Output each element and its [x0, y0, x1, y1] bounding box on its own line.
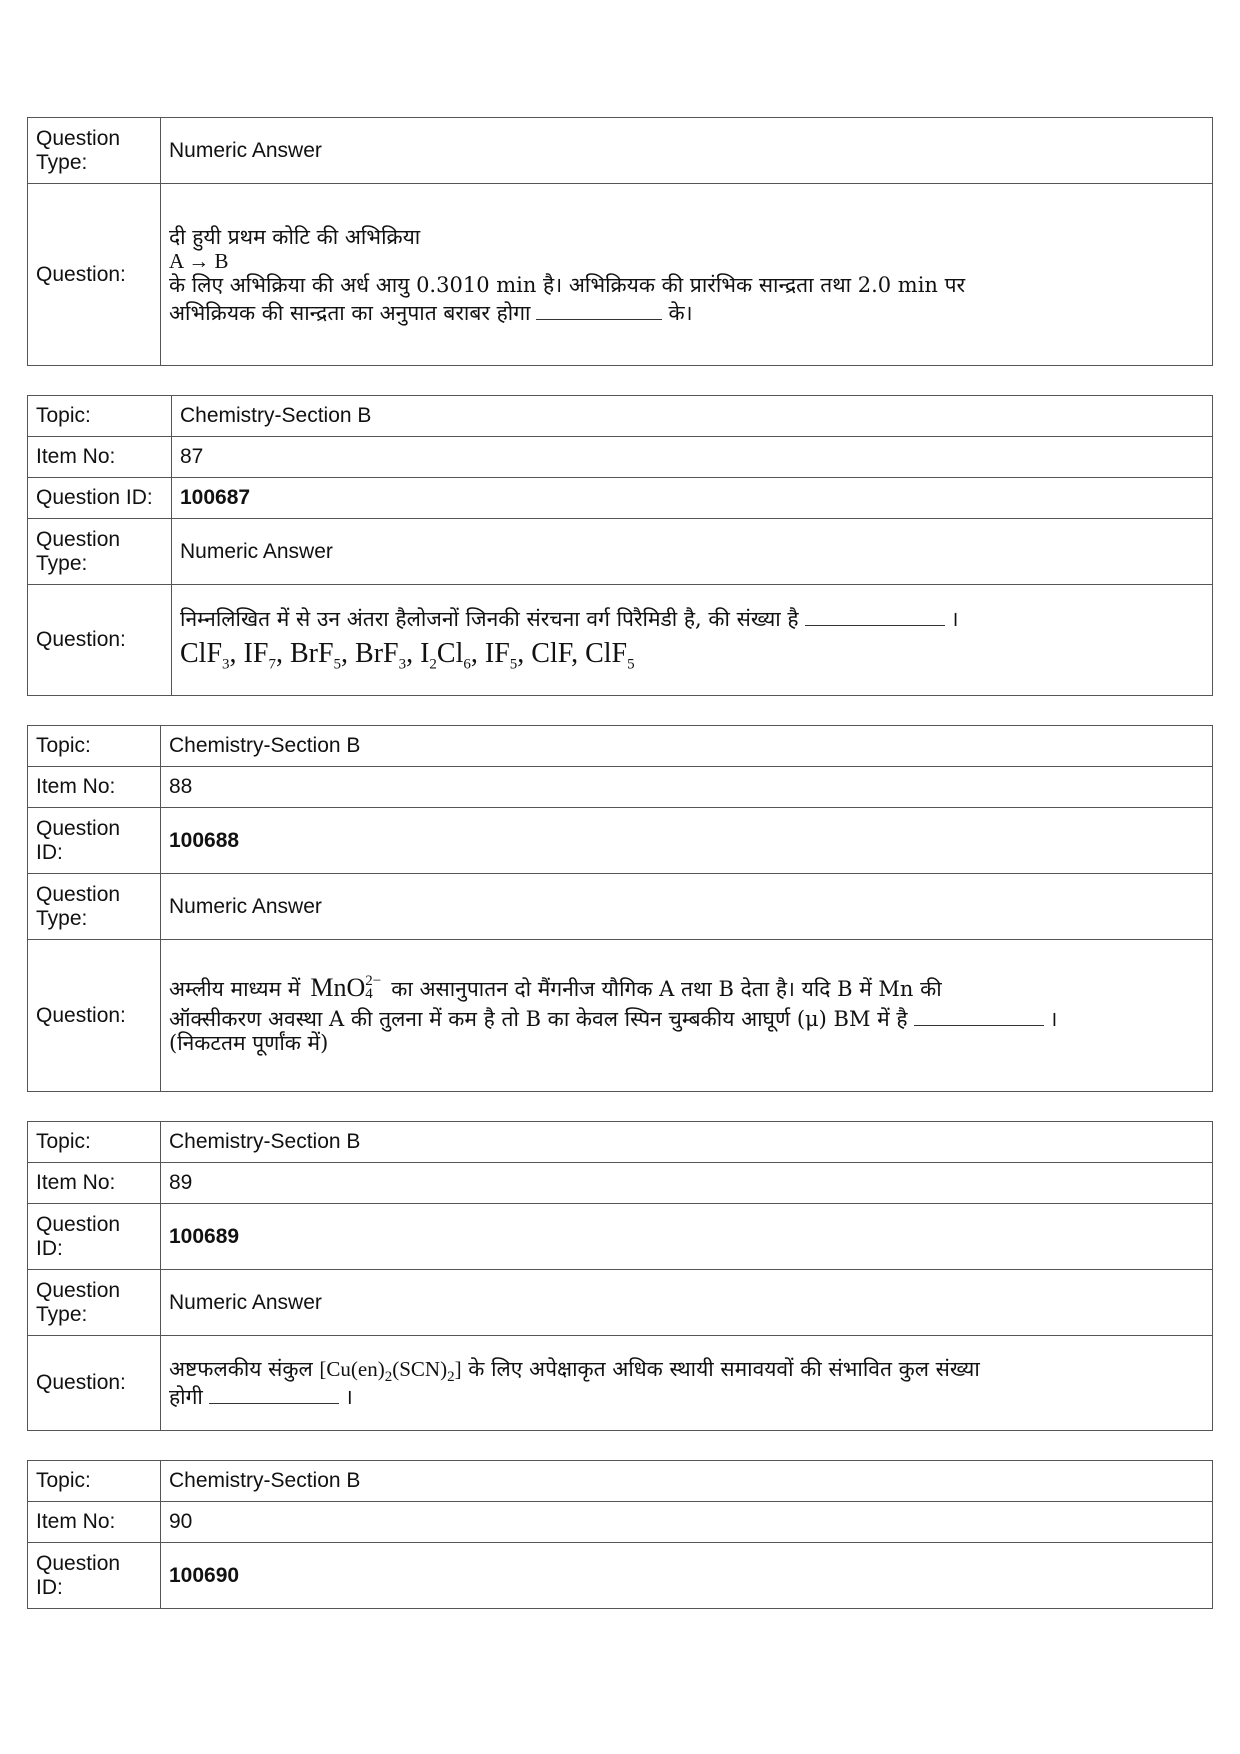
question-90-table	[27, 1460, 1213, 1609]
question-text	[172, 585, 1213, 696]
topic-value: Chemistry-Section B	[172, 396, 1213, 437]
question-id-label: Question ID:	[28, 808, 161, 874]
topic-value: Chemistry-Section B	[161, 1122, 1213, 1163]
compound: ClF$_5$	[585, 638, 635, 673]
question-line-text: निम्नलिखित में से उन अंतरा हैलोजनों जिनकी संरचना वर्ग पिरैमिडी है, की संख्या है	[180, 607, 799, 631]
item-no-value: 88	[161, 767, 1213, 808]
compound: BrF$_5$	[289, 638, 342, 673]
question-id-label: Question ID:	[28, 478, 172, 519]
question-type-label: Question Type:	[28, 118, 161, 184]
compound: $IF_5$	[484, 638, 518, 673]
item-no-label: Item No:	[28, 1163, 161, 1204]
item-no-value: 87	[172, 437, 1213, 478]
question-type-value: Numeric Answer	[161, 118, 1213, 184]
question-89-table	[27, 1121, 1213, 1431]
question-line	[169, 972, 1204, 1003]
question-line: के लिए अभिक्रिया की अर्ध आयु 0.3010 min है। अभिक्रियक की प्रारंभिक सान्द्रता तथा 2.0 min पर	[169, 272, 966, 297]
question-line	[180, 603, 1204, 631]
question-line-text: का असानुपातन दो मैंगनीज यौगिक A तथा B देता है। यदि B में Mn की	[391, 976, 942, 1001]
question-line	[169, 1381, 1204, 1409]
item-no-label: Item No:	[28, 1502, 161, 1543]
topic-label: Topic:	[28, 726, 161, 767]
question-line-text: होगी	[169, 1385, 203, 1409]
question-id-label: Question ID:	[28, 1543, 161, 1609]
question-line-end: ।	[344, 1385, 353, 1409]
question-label: Question:	[28, 585, 172, 696]
answer-blank	[536, 297, 662, 320]
question-text	[161, 184, 1213, 366]
question-line	[169, 297, 1204, 325]
question-id-label: Question ID:	[28, 1204, 161, 1270]
item-no-value: 89	[161, 1163, 1213, 1204]
copper-complex-formula: $[Cu(en)_2(SCN)_2]$	[319, 1357, 462, 1386]
answer-blank	[805, 603, 945, 626]
question-id-value: 100687	[172, 478, 1213, 519]
question-text	[161, 1336, 1213, 1431]
reaction-equation: A → B	[169, 248, 229, 273]
question-87-table	[27, 395, 1213, 696]
compound: ClF$_3$	[180, 638, 230, 673]
compound-list: ClF$_3$, $IF_7$, BrF$_5$, BrF$_3$, $I_2Cl_6$, $IF_5$, ClF, ClF$_5$	[180, 638, 635, 673]
question-line-end: ।	[950, 607, 959, 631]
item-no-label: Item No:	[28, 767, 161, 808]
question-id-value: 100688	[161, 808, 1213, 874]
question-88-table	[27, 725, 1213, 1092]
compound: $I_2Cl_6$	[420, 638, 471, 673]
question-86-table	[27, 117, 1213, 366]
topic-label: Topic:	[28, 1461, 161, 1502]
compound: $IF_7$	[243, 638, 276, 673]
question-line	[169, 1003, 1204, 1031]
question-line: (निकटतम पूर्णांक में)	[169, 1031, 329, 1056]
question-type-value: Numeric Answer	[161, 1270, 1213, 1336]
item-no-label: Item No:	[28, 437, 172, 478]
question-text	[161, 940, 1213, 1092]
permanganate-ion: MnO 2− 4	[310, 972, 382, 1003]
question-type-value: Numeric Answer	[161, 874, 1213, 940]
question-label: Question:	[28, 940, 161, 1092]
question-line-text: ऑक्सीकरण अवस्था A की तुलना में कम है तो B का केवल स्पिन चुम्बकीय आघूर्ण (μ) BM में है	[169, 1007, 908, 1032]
question-type-label: Question Type:	[28, 1270, 161, 1336]
topic-label: Topic:	[28, 396, 172, 437]
topic-label: Topic:	[28, 1122, 161, 1163]
question-type-label: Question Type:	[28, 519, 172, 585]
question-line-text: अभिक्रियक की सान्द्रता का अनुपात बराबर होगा	[169, 300, 531, 325]
question-id-value: 100690	[161, 1543, 1213, 1609]
topic-value: Chemistry-Section B	[161, 1461, 1213, 1502]
question-line-text: के लिए अपेक्षाकृत अधिक स्थायी समावयवों की संभावित कुल संख्या	[468, 1357, 980, 1381]
question-label: Question:	[28, 184, 161, 366]
item-no-value: 90	[161, 1502, 1213, 1543]
question-id-value: 100689	[161, 1204, 1213, 1270]
compound: BrF$_3$	[355, 638, 407, 673]
question-label: Question:	[28, 1336, 161, 1431]
question-line	[169, 1357, 1204, 1386]
question-line-text: अष्टफलकीय संकुल	[169, 1357, 313, 1381]
question-line-end: के।	[668, 300, 693, 325]
compound: ClF	[531, 638, 572, 669]
question-type-value: Numeric Answer	[172, 519, 1213, 585]
question-type-label: Question Type:	[28, 874, 161, 940]
question-line: दी हुयी प्रथम कोटि की अभिक्रिया	[169, 224, 421, 249]
answer-blank	[914, 1003, 1044, 1026]
answer-blank	[209, 1381, 339, 1404]
topic-value: Chemistry-Section B	[161, 726, 1213, 767]
question-line-end: ।	[1049, 1007, 1058, 1032]
question-line-text: अम्लीय माध्यम में	[169, 976, 301, 1001]
